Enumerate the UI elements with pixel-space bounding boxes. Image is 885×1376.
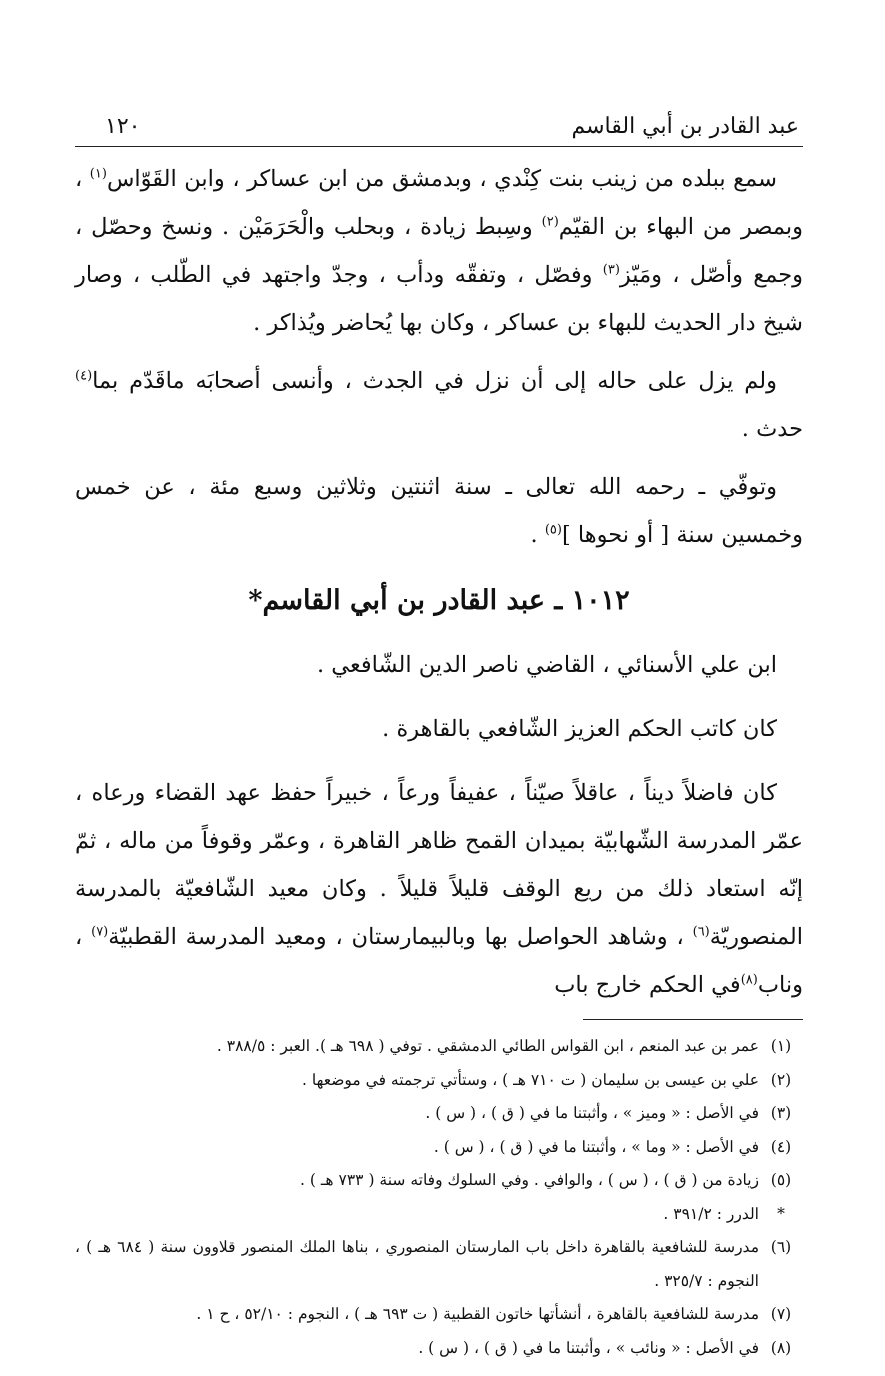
footnote-item — [75, 1164, 803, 1198]
footnote-marker: (٣) — [770, 1104, 792, 1122]
running-header — [75, 110, 803, 147]
footnote-marker: (٦) — [770, 1238, 792, 1256]
text-run: ، وشاهد الحواصل بها وبالبيمارستان ، ومعيد المدرسة القطبيّة — [108, 924, 693, 950]
footnote-item — [75, 1198, 803, 1232]
footnote-marker: (٢) — [770, 1070, 792, 1089]
footnote-item — [75, 1064, 803, 1098]
footnotes — [75, 1030, 803, 1365]
footnote-item — [75, 1131, 803, 1165]
text-run: سمع ببلده من زينب بنت كِنْدي ، وبدمشق من ابن عساكر ، وابن القَوّاس — [106, 166, 777, 192]
footnote-ref: (٢) — [541, 214, 559, 230]
footnote-marker: * — [777, 1204, 785, 1223]
text-run: ، وناب — [75, 924, 803, 998]
main-text — [75, 155, 803, 1009]
footnote-marker: (٤) — [770, 1137, 792, 1156]
footnote-ref: (٨) — [740, 972, 758, 988]
text-run: حدث . — [741, 416, 803, 442]
footnote-ref: (٤) — [75, 368, 93, 384]
footnote-text: عمر بن عبد المنعم ، ابن القواس الطائي الدمشقي . توفي ( ٦٩٨ هـ ). العبر : ٣٨٨/٥ . — [216, 1037, 759, 1055]
footnote-text: مدرسة للشافعية بالقاهرة داخل باب المارستان المنصوري ، بناها الملك المنصور قلاوون سنة ( ٦٨٤ هـ ) ، النجوم : ٣٢٥/٧ . — [75, 1238, 760, 1290]
text-run: وسِبط زيادة ، وبحلب والْحَرَمَيْن . ونسخ وحصّل ، وجمع وأصّل ، ومَيّز — [75, 214, 804, 288]
previous-entry-paragraph-1 — [75, 155, 803, 347]
text-run: ، وبمصر من البهاء بن القيّم — [75, 166, 804, 240]
footnote-text: الدرر : ٣٩١/٢ . — [663, 1204, 759, 1223]
entry-heading: ١٠١٢ ـ عبد القادر بن أبي القاسم* — [248, 585, 630, 616]
text-run: . — [530, 522, 545, 548]
footnote-marker: (٥) — [770, 1171, 792, 1189]
entry-paragraph-2: كان كاتب الحكم العزيز الشّافعي بالقاهرة . — [382, 716, 777, 742]
book-page — [75, 110, 803, 1365]
running-title: عبد القادر بن أبي القاسم — [571, 114, 799, 139]
footnote-ref: (٦) — [692, 924, 710, 940]
entry-paragraph-1: ابن علي الأسنائي ، القاضي ناصر الدين الشّافعي . — [316, 652, 777, 678]
footnote-ref: (٥) — [544, 522, 562, 538]
footnote-ref: (٧) — [91, 924, 109, 940]
footnote-item — [75, 1030, 803, 1064]
footnote-text: زيادة من ( ق ) ، ( س ) ، والوافي . وفي السلوك وفاته سنة ( ٧٣٣ هـ ) . — [300, 1171, 759, 1189]
footnote-ref: (٣) — [602, 262, 620, 278]
footnote-item — [75, 1097, 803, 1131]
footnote-ref: (١) — [89, 166, 107, 182]
footnote-separator — [583, 1019, 803, 1020]
footnote-text: مدرسة للشافعية بالقاهرة ، أنشأتها خاتون القطبية ( ت ٦٩٣ هـ ) ، النجوم : ٥٢/١٠ ، ح ١ . — [196, 1305, 759, 1323]
text-run: وفصّل ، وتفقّه ودأب ، وجدّ واجتهد في الطّلب ، وصار شيخ دار الحديث للبهاء بن عساكر ، وكان بها يُحاضر ويُذاكر . — [75, 262, 803, 336]
previous-entry-paragraph-3 — [75, 463, 803, 559]
footnote-text: في الأصل : « وميز » ، وأثبتنا ما في ( ق ) ، ( س ) . — [425, 1104, 759, 1122]
previous-entry-paragraph-2 — [75, 357, 803, 453]
page-number: ١٢٠ — [105, 114, 141, 139]
footnote-marker: (١) — [770, 1037, 792, 1055]
footnote-item — [75, 1298, 803, 1332]
text-run: في الحكم خارج باب — [554, 972, 741, 998]
text-run: ولم يزل على حاله إلى أن نزل في الجدث ، وأنسى أصحابَه ماقَدّم بما — [92, 368, 777, 394]
text-run: كان فاضلاً ديناً ، عاقلاً صيّناً ، عفيفاً ورعاً ، خبيراً حفظ عهد القضاء ورعاه ، عمّر المدرسة الشّهابيّة بميدان القمح ظاهر القاهرة ، وعمّر وقوفاً من ماله ، ثمّ إنّه استعاد ذلك من ريع الوقف قليلاً قليلاً . وكان معيد الشّافعيّة بالمدرسة المنصوريّة — [75, 780, 803, 950]
entry-paragraph-3 — [75, 769, 803, 1009]
footnote-item — [75, 1231, 803, 1298]
footnote-text: في الأصل : « ونائب » ، وأثبتنا ما في ( ق ) ، ( س ) . — [418, 1338, 759, 1357]
footnote-text: في الأصل : « وما » ، وأثبتنا ما في ( ق ) ، ( س ) . — [433, 1137, 759, 1156]
text-run: وتوفّي ـ رحمه الله تعالى ـ سنة اثنتين وثلاثين وسبع مئة ، عن خمس وخمسين سنة [ أو نحوها ] — [75, 474, 803, 548]
footnote-marker: (٨) — [770, 1338, 792, 1357]
footnote-text: علي بن عيسى بن سليمان ( ت ٧١٠ هـ ) ، وستأتي ترجمته في موضعها . — [302, 1070, 759, 1089]
footnote-item — [75, 1332, 803, 1366]
footnote-marker: (٧) — [770, 1305, 792, 1323]
